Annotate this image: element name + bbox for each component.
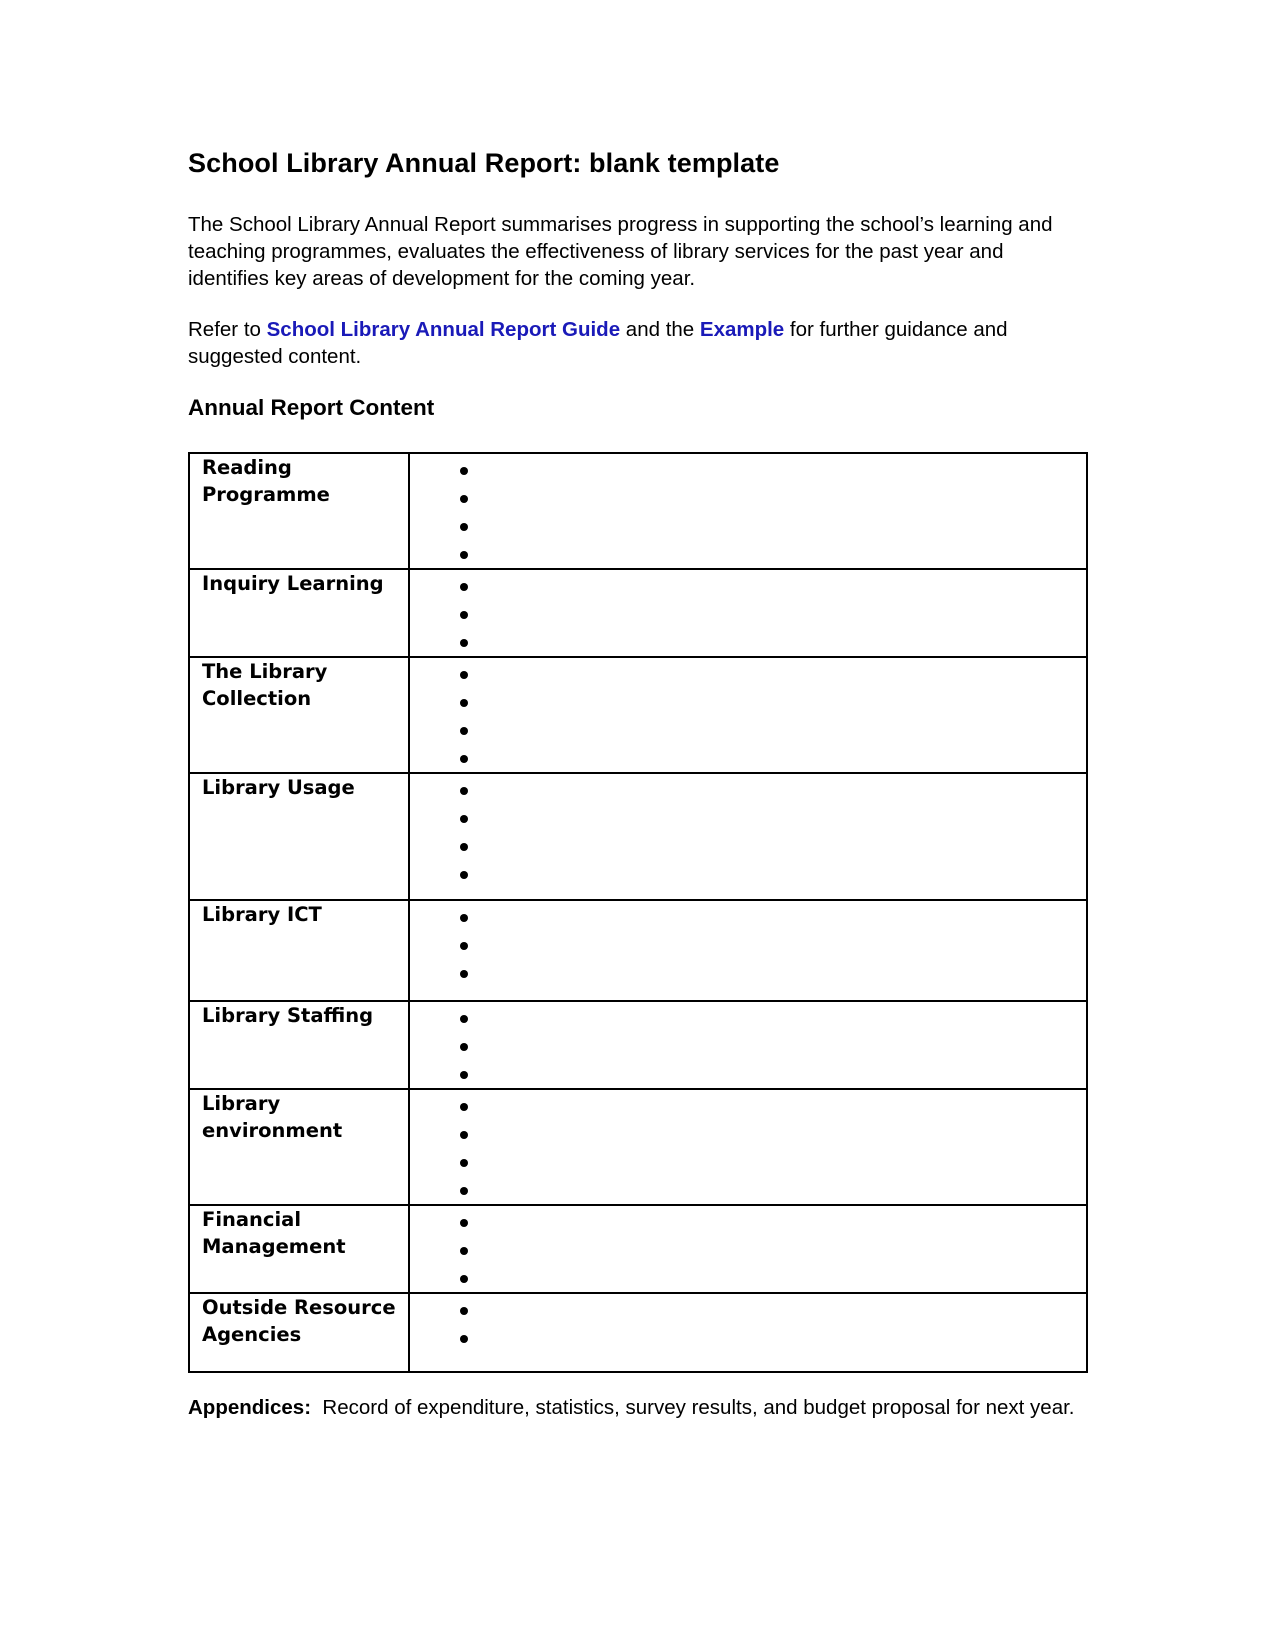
row-label: Financial Management (189, 1205, 409, 1293)
bullet-list (410, 901, 1086, 987)
row-label: Library environment (189, 1089, 409, 1205)
empty-bullet-item[interactable] (410, 931, 1086, 959)
empty-bullet-item[interactable] (410, 540, 1086, 568)
table-row (189, 900, 1087, 1001)
empty-bullet-item[interactable] (410, 628, 1086, 656)
empty-bullet-item[interactable] (410, 456, 1086, 484)
empty-bullet-item[interactable] (410, 716, 1086, 744)
bullet-entry-cell[interactable] (409, 453, 1087, 569)
empty-bullet-item[interactable] (410, 660, 1086, 688)
row-label: The Library Collection (189, 657, 409, 773)
empty-bullet-item[interactable] (410, 1264, 1086, 1292)
empty-bullet-item[interactable] (410, 776, 1086, 804)
empty-bullet-item[interactable] (410, 1032, 1086, 1060)
bullet-entry-cell[interactable] (409, 773, 1087, 900)
empty-bullet-item[interactable] (410, 744, 1086, 772)
empty-bullet-item[interactable] (410, 688, 1086, 716)
empty-bullet-item[interactable] (410, 959, 1086, 987)
empty-bullet-item[interactable] (410, 1092, 1086, 1120)
table-row (189, 1001, 1087, 1089)
bullet-list (410, 1206, 1086, 1292)
intro-paragraph: The School Library Annual Report summarises progress in supporting the school’s learning and teaching programmes, evaluates the effectiveness of library services for the past year and identifies key areas of development for the coming year. (188, 213, 1053, 290)
bullet-entry-cell[interactable] (409, 657, 1087, 773)
row-label: Inquiry Learning (189, 569, 409, 657)
refer-middle: and the (620, 318, 700, 341)
bullet-list (410, 454, 1086, 568)
table-row (189, 453, 1087, 569)
bullet-entry-cell[interactable] (409, 1293, 1087, 1372)
empty-bullet-item[interactable] (410, 1208, 1086, 1236)
bullet-entry-cell[interactable] (409, 1001, 1087, 1089)
appendices-label: Appendices: (188, 1396, 312, 1419)
empty-bullet-item[interactable] (410, 1324, 1086, 1352)
bullet-list (410, 1002, 1086, 1088)
table-row (189, 1089, 1087, 1205)
empty-bullet-item[interactable] (410, 903, 1086, 931)
appendices-paragraph (188, 1394, 1088, 1421)
appendices-text: Record of expenditure, statistics, survey results, and budget proposal for next year. (311, 1396, 1075, 1419)
row-label: Outside Resource Agencies (189, 1293, 409, 1372)
table-row (189, 1205, 1087, 1293)
empty-bullet-item[interactable] (410, 1148, 1086, 1176)
bullet-entry-cell[interactable] (409, 569, 1087, 657)
table-row (189, 773, 1087, 900)
empty-bullet-item[interactable] (410, 484, 1086, 512)
empty-bullet-item[interactable] (410, 600, 1086, 628)
bullet-list (410, 658, 1086, 772)
bullet-entry-cell[interactable] (409, 1205, 1087, 1293)
refer-paragraph (188, 316, 1088, 370)
row-label: Library ICT (189, 900, 409, 1001)
bullet-entry-cell[interactable] (409, 1089, 1087, 1205)
empty-bullet-item[interactable] (410, 1296, 1086, 1324)
empty-bullet-item[interactable] (410, 1060, 1086, 1088)
empty-bullet-item[interactable] (410, 860, 1086, 888)
empty-bullet-item[interactable] (410, 832, 1086, 860)
table-row (189, 657, 1087, 773)
row-label: Library Usage (189, 773, 409, 900)
example-link[interactable]: Example (699, 318, 785, 341)
report-guide-link[interactable]: School Library Annual Report Guide (266, 318, 621, 341)
table-row (189, 569, 1087, 657)
empty-bullet-item[interactable] (410, 572, 1086, 600)
empty-bullet-item[interactable] (410, 1004, 1086, 1032)
row-label: Reading Programme (189, 453, 409, 569)
bullet-entry-cell[interactable] (409, 900, 1087, 1001)
bullet-list (410, 774, 1086, 888)
document-title: School Library Annual Report: blank template (188, 148, 780, 178)
section-heading: Annual Report Content (188, 395, 435, 420)
bullet-list (410, 1090, 1086, 1204)
empty-bullet-item[interactable] (410, 512, 1086, 540)
table-row (189, 1293, 1087, 1372)
row-label: Library Staffing (189, 1001, 409, 1089)
bullet-list (410, 1294, 1086, 1352)
bullet-list (410, 570, 1086, 656)
refer-suffix: for further guidance and suggested content. (188, 318, 1008, 368)
empty-bullet-item[interactable] (410, 804, 1086, 832)
empty-bullet-item[interactable] (410, 1176, 1086, 1204)
refer-prefix: Refer to (188, 318, 267, 341)
empty-bullet-item[interactable] (410, 1120, 1086, 1148)
empty-bullet-item[interactable] (410, 1236, 1086, 1264)
report-content-table (188, 452, 1088, 1373)
